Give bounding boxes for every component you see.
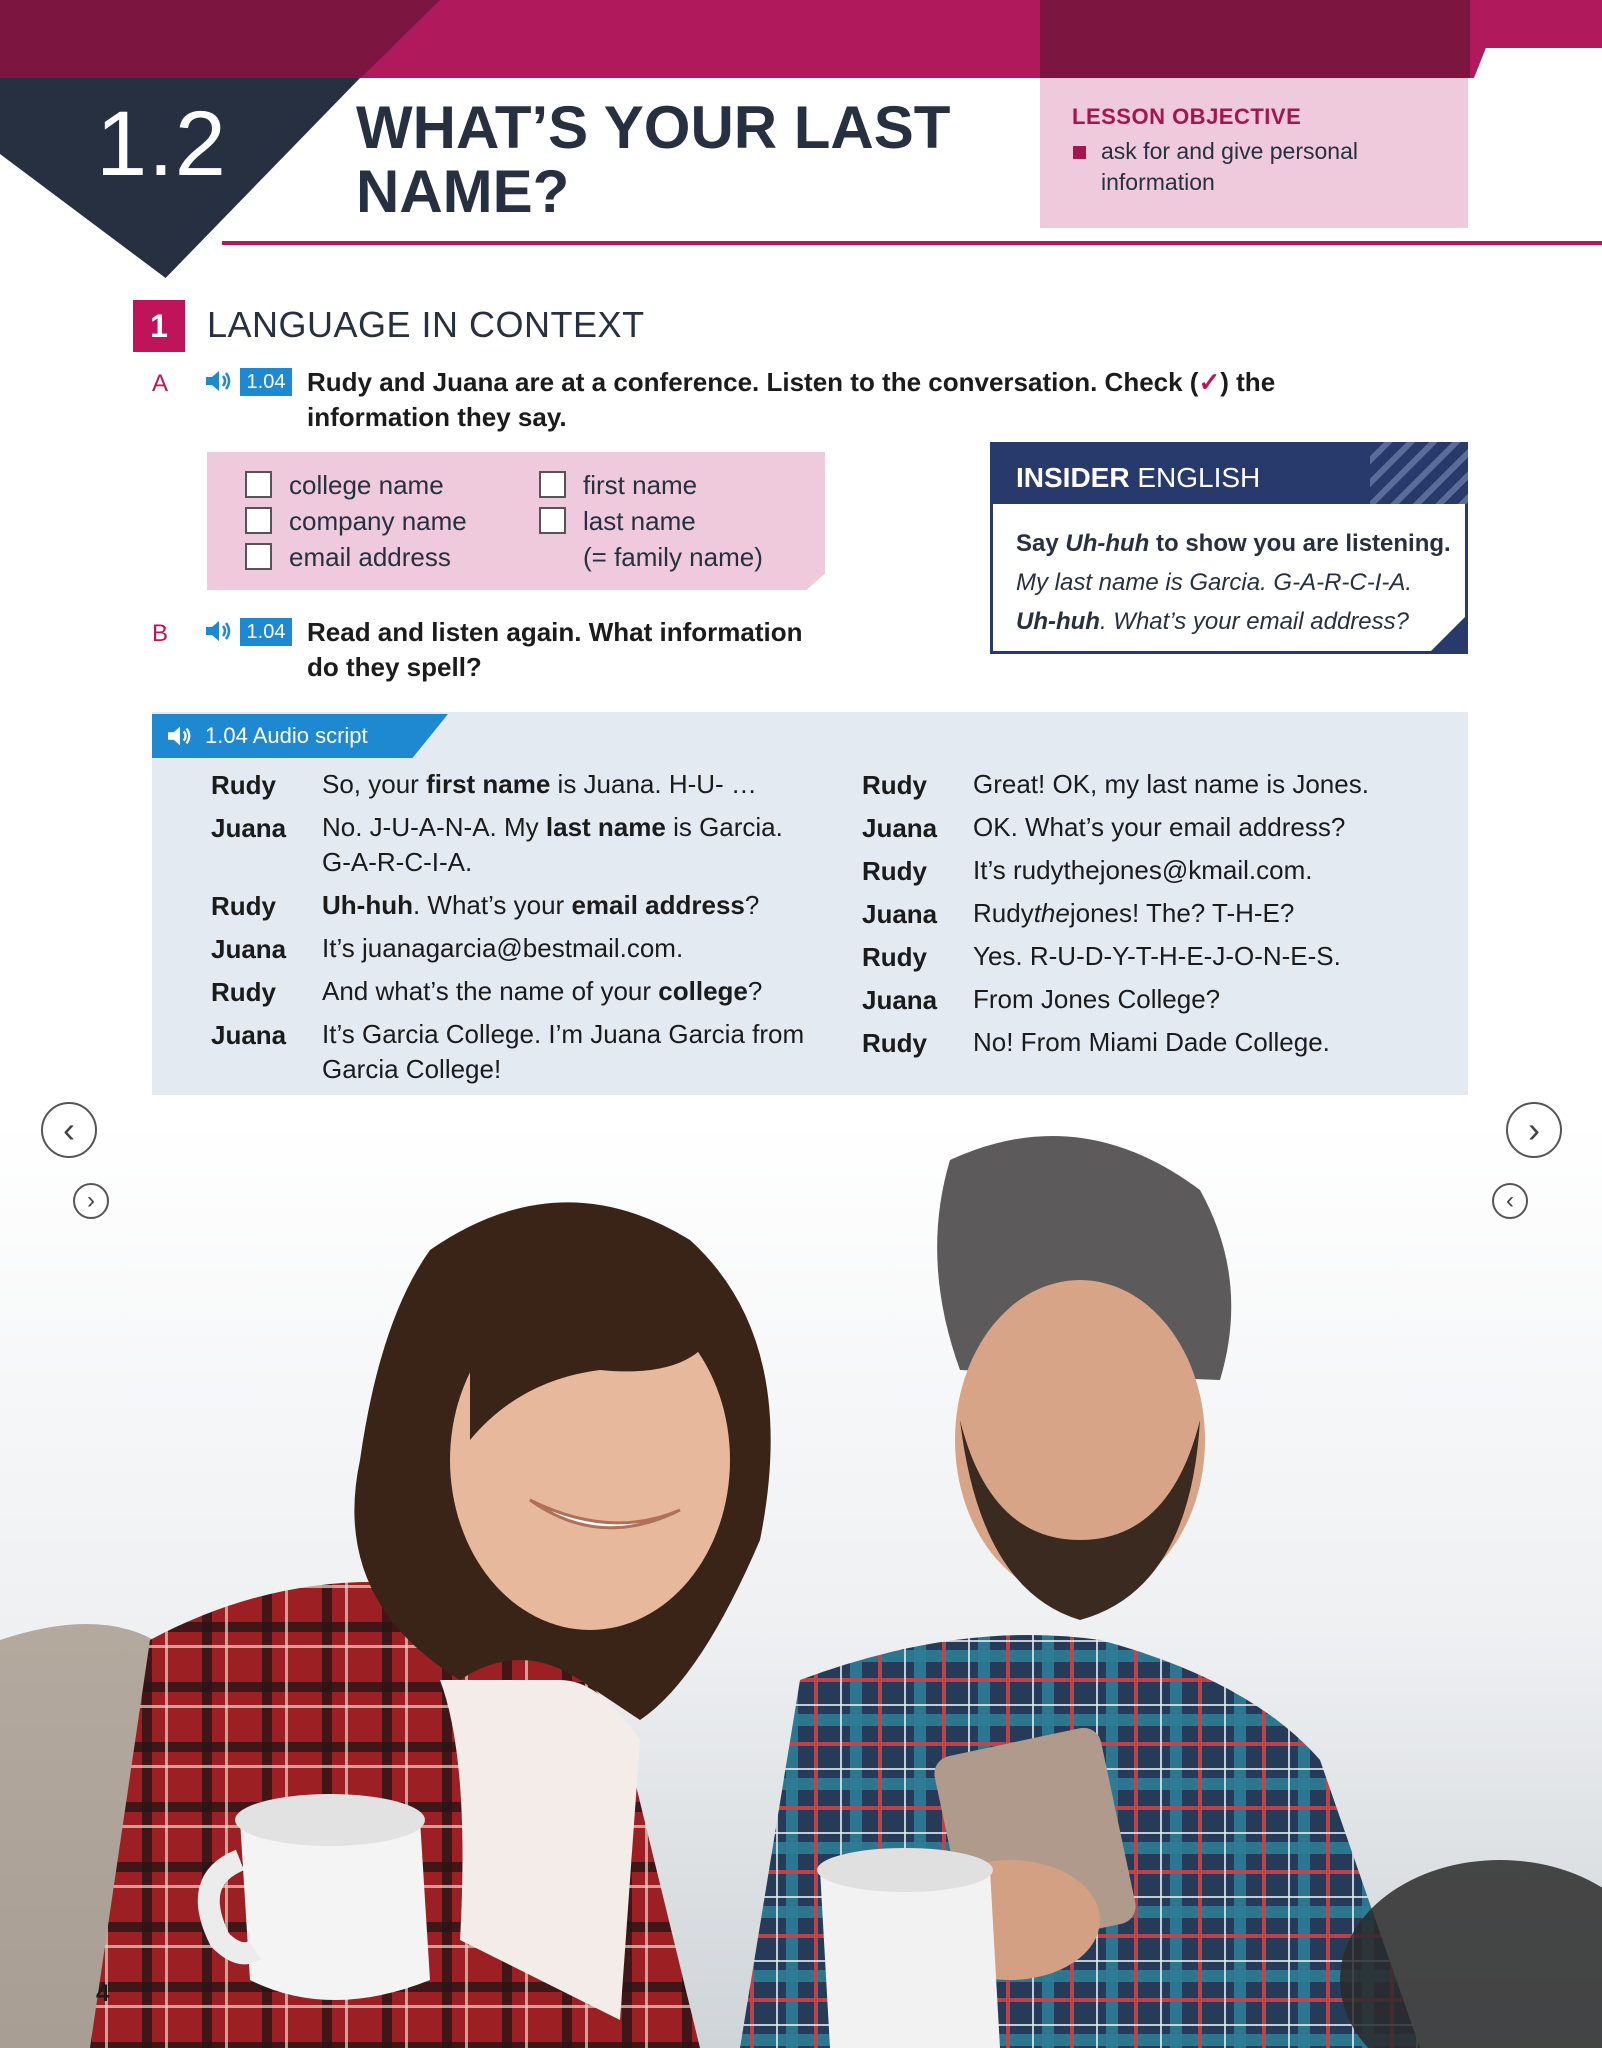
speaker-name: Rudy [211,770,276,800]
script-line [322,810,802,880]
checkbox-last-name[interactable] [539,507,566,534]
tip-phrase: Uh-huh [1065,530,1150,557]
line-text: So, your [322,769,427,799]
speaker-name: Rudy [211,977,276,1007]
script-line: Yes. R-U-D-Y-T-H-E-J-O-N-E-S. [973,941,1341,971]
lesson-objective-text: ask for and give personal information [1101,138,1358,195]
script-line: It’s rudythejones@kmail.com. [973,855,1313,885]
checkbox-company-name[interactable] [245,507,272,534]
chevron-left-icon: ‹ [1506,1187,1514,1214]
key-phrase: last name [545,812,666,842]
script-line [322,888,822,923]
insider-example-2 [1016,608,1409,636]
line-text: And what’s the name of your [322,976,659,1006]
chevron-right-icon: › [87,1187,95,1214]
line-text: is Juana. H-U- … [550,769,757,799]
speaker-name: Rudy [862,856,927,886]
check-mark-icon: ✓ [1198,367,1221,397]
key-phrase: college [658,976,748,1006]
script-line [973,896,1453,931]
option-note: (= family name) [583,542,763,572]
speaker-name: Juana [862,985,938,1015]
speaker-icon[interactable] [204,368,234,394]
tip-text: Say [1016,530,1066,557]
exercise-a-instruction-line1 [307,365,1287,435]
insider-label-regular: ENGLISH [1129,462,1261,493]
title-divider [222,241,1602,245]
insider-english-title [1016,462,1260,494]
instruction-text: Rudy and Juana are at a conference. Listen to the conversation. Check ( [307,367,1199,397]
small-back-button[interactable] [1492,1183,1528,1219]
line-text: ? [747,976,763,1006]
example-text: . What’s your email address? [1099,608,1409,635]
page-number: 4 [96,1980,110,2007]
header-notch [1470,48,1602,88]
insider-tip [1016,530,1451,558]
speaker-name: Rudy [862,942,927,972]
line-text: . What’s your [412,890,572,920]
audio-script-label: 1.04 Audio script [205,723,368,748]
header-band-dark-right [1040,0,1470,78]
lesson-objective-heading: LESSON OBJECTIVE [1072,104,1302,129]
insider-stripes [1370,442,1468,504]
speaker-name: Rudy [862,1028,927,1058]
checkbox-college-name[interactable] [245,471,272,498]
insider-label-bold: INSIDER [1016,462,1130,493]
key-phrase: Uh-huh [322,890,413,920]
exercise-b-letter: B [152,620,169,647]
exercise-a-letter: A [152,370,169,397]
speaker-icon[interactable] [166,724,194,748]
lesson-title: WHAT’S YOUR LAST NAME? [356,94,951,225]
chevron-right-icon: › [1528,1109,1540,1150]
exercise-b-instruction: Read and listen again. What information do they spell? [307,617,803,682]
line-text: ? [744,890,760,920]
lesson-number: 1.2 [96,93,227,195]
track-badge[interactable]: 1.04 [240,368,292,396]
tip-text-end: to show you are listening. [1149,530,1451,557]
small-forward-button[interactable] [73,1183,109,1219]
script-line [322,767,822,802]
option-label: first name [583,470,698,500]
script-line: It’s Garcia College. I’m Juana Garcia from Garcia College! [322,1019,805,1084]
script-line: Great! OK, my last name is Jones. [973,769,1369,799]
script-line: It’s juanagarcia@bestmail.com. [322,933,684,963]
next-page-button[interactable] [1506,1102,1562,1158]
speaker-name: Rudy [862,770,927,800]
section-title: LANGUAGE IN CONTEXT [207,304,645,345]
checkbox-first-name[interactable] [539,471,566,498]
script-line [322,974,822,1009]
emphasis: the [1033,898,1070,928]
option-label: college name [289,470,444,500]
script-line: OK. What’s your email address? [973,812,1346,842]
checkbox-email-address[interactable] [245,543,272,570]
speaker-name: Juana [211,813,287,843]
section-number: 1 [133,300,185,352]
example-phrase: Uh-huh [1016,608,1100,635]
insider-example-1: My last name is Garcia. G-A-R-C-I-A. [1016,569,1413,596]
line-text: Rudy [973,898,1034,928]
script-line: From Jones College? [973,984,1221,1014]
key-phrase: first name [426,769,551,799]
instruction-text-end: ) the information they say. [307,367,1276,432]
speaker-name: Juana [862,899,938,929]
key-phrase: email address [571,890,745,920]
cafe-photo [0,1120,1602,2048]
speaker-name: Juana [211,1020,287,1050]
script-line: No! From Miami Dade College. [973,1027,1330,1057]
speaker-name: Rudy [211,891,276,921]
track-badge[interactable]: 1.04 [240,618,292,646]
speaker-icon[interactable] [204,618,234,644]
option-label: email address [289,542,451,572]
line-text: No. J-U-A-N-A. My [322,812,546,842]
speaker-name: Juana [862,813,938,843]
line-text: jones! The? T-H-E? [1069,898,1295,928]
option-label: company name [289,506,467,536]
line-text: is Garcia. G-A-R-C-I-A. [322,812,783,877]
square-bullet-icon [1073,146,1086,159]
prev-page-button[interactable] [41,1102,97,1158]
option-label: last name [583,506,696,536]
chevron-left-icon: ‹ [63,1109,75,1150]
speaker-name: Juana [211,934,287,964]
